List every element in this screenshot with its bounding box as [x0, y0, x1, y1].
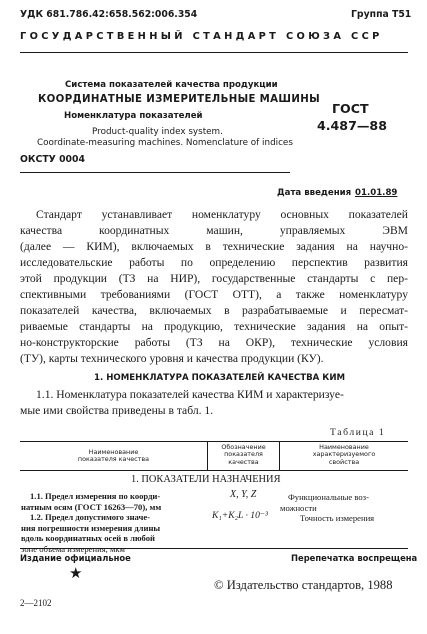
table-header-rule [20, 470, 408, 471]
table-row-1-property: Функциональные воз- можности [280, 492, 369, 513]
reprint-notice: Перепечатка воспрещена [291, 553, 418, 563]
intro-line: (ТУ), карты технического уровня и качества продукции (КУ). [20, 352, 324, 365]
intro-line: исследовательские работы по определению перспектив развития [20, 256, 408, 269]
official-edition-label: Издание официальное [20, 553, 131, 563]
intro-line: качества координатных машин, управляемых ЭВМ [20, 224, 408, 237]
intro-line: риваемые стандарты на продукцию, технические задания на опыт- [20, 320, 408, 333]
table-row-1-symbol: X, Y, Z [230, 489, 257, 500]
english-title-line1: Product-quality index system. [92, 127, 223, 137]
intro-date-value: 01.01.89 [355, 188, 398, 198]
intro-line: но-конструкторские работы (ТЗ на ОКР), технические условия [20, 336, 408, 349]
table-header-symbol: Обозначение показателя качества [221, 443, 266, 466]
header-rule [20, 52, 408, 53]
copyright-notice: © Издательство стандартов, 1988 [214, 578, 393, 592]
intro-line: показателей качества, включаемых в разрабатываемые и пересмат- [20, 304, 408, 317]
gost-label: ГОСТ [332, 101, 369, 116]
table-header-property: Наименование характеризуемого свойства [312, 443, 376, 466]
table-top-rule [20, 441, 408, 442]
page-code: 2—2102 [20, 598, 52, 608]
udk-code: УДК 681.786.42:658.562:006.354 [20, 9, 198, 20]
intro-date-label: Дата введения [277, 188, 352, 198]
table-row-2-name: 1.2. Предел допустимого значе- ния погрешности измерения длины вдоль координатных осей в любой [21, 512, 161, 543]
section-para-line2: мые ими свойства приведены в табл. 1. [20, 404, 214, 417]
footer-rule [20, 548, 408, 549]
oksty-code: ОКСТУ 0004 [20, 154, 85, 165]
state-standard-banner: ГОСУДАРСТВЕННЫЙ СТАНДАРТ СОЮЗА ССР [20, 31, 383, 42]
star-icon: ★ [69, 564, 83, 582]
table-row-1-name: 1.1. Предел измерения по коорди- натным осям (ГОСТ 16263—70), мм [21, 491, 162, 512]
title-block-rule [20, 172, 290, 173]
intro-line: спективными требованиями (ГОСТ ОТТ), а также номенклатуру [20, 288, 408, 301]
document-title: КООРДИНАТНЫЕ ИЗМЕРИТЕЛЬНЫЕ МАШИНЫ [38, 94, 321, 105]
table-caption: Таблица 1 [330, 427, 386, 438]
table-row-2-symbol: K₁+K₂L · 10⁻³ [212, 510, 268, 521]
table-group-title: 1. ПОКАЗАТЕЛИ НАЗНАЧЕНИЯ [131, 474, 281, 485]
group-code: Группа Т51 [351, 9, 412, 20]
table-row-2-property: Точность измерения [300, 513, 375, 523]
english-title-line2: Coordinate-measuring machines. Nomenclature of indices [37, 138, 293, 148]
section-heading: 1. НОМЕНКЛАТУРА ПОКАЗАТЕЛЕЙ КАЧЕСТВА КИМ [94, 373, 346, 383]
intro-line: Стандарт устанавливает номенклатуру основных показателей [36, 208, 408, 221]
gost-number: 4.487—88 [317, 118, 387, 133]
document-subtitle: Номенклатура показателей [64, 111, 203, 121]
system-title: Система показателей качества продукции [65, 80, 278, 90]
section-para-line1: 1.1. Номенклатура показателей качества КИМ и характеризуе- [36, 388, 344, 401]
intro-line: (далее — КИМ), включаемых в технические задания на научно- [20, 240, 408, 253]
table-header-name: Наименование показателя качества [77, 448, 150, 464]
intro-line: этой продукции (ТЗ на НИР), государственные стандарты с пер- [20, 272, 408, 285]
intro-paragraph [20, 207, 408, 367]
